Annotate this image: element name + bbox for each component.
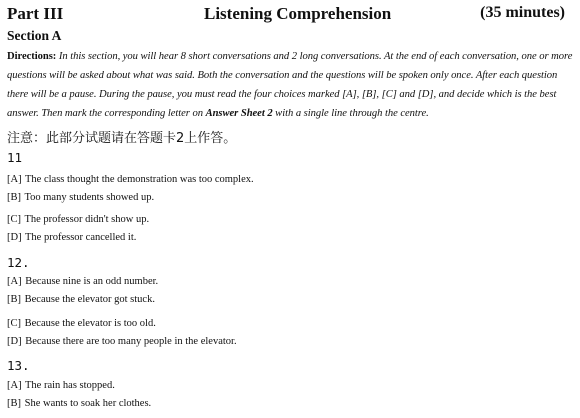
choice-item[interactable]	[7, 192, 154, 203]
section-title: Section A	[7, 28, 62, 43]
directions-marks: [A], [B], [C] and [D]	[342, 89, 434, 100]
choice-text: The class thought the demonstration was too complex.	[25, 174, 254, 185]
directions-text-1: In this section, you will hear 8 short conversations and 2 long conversations. At the end of each conversation, one or more questions will be asked about what was said. Both the conversation and the questions will be spoken only once. After each question there will be a pause. During the pause, you must read the four choices marked	[7, 51, 573, 100]
choice-text: Because the elevator got stuck.	[24, 294, 155, 305]
choice-letter: [D]	[7, 232, 22, 243]
choice-letter: [D]	[7, 336, 22, 347]
directions-text-3: with a single line through the centre.	[272, 108, 429, 119]
question-number: 13.	[7, 358, 30, 373]
choice-text: The professor didn't show up.	[24, 214, 150, 225]
directions-text-2: , and decide which is the best answer. Then mark the corresponding letter on	[7, 89, 557, 119]
choice-letter: [A]	[7, 380, 22, 391]
choice-text: Too many students showed up.	[24, 192, 155, 203]
choice-letter: [B]	[7, 192, 21, 203]
answer-sheet-label: Answer Sheet 2	[205, 108, 273, 119]
choice-text: The rain has stopped.	[25, 380, 115, 391]
choice-item[interactable]	[7, 214, 149, 225]
choice-text: Because nine is an odd number.	[25, 276, 159, 287]
choice-item[interactable]	[7, 232, 136, 243]
part-label: Part III	[7, 4, 64, 23]
choice-item[interactable]	[7, 398, 151, 409]
page-header	[7, 4, 573, 26]
choice-item[interactable]	[7, 294, 155, 305]
choice-letter: [A]	[7, 174, 22, 185]
choice-item[interactable]	[7, 380, 115, 391]
choice-text: She wants to soak her clothes.	[24, 398, 152, 409]
choice-letter: [B]	[7, 294, 21, 305]
choice-letter: [C]	[7, 214, 21, 225]
directions-paragraph	[7, 47, 573, 123]
choice-letter: [C]	[7, 318, 21, 329]
choice-item[interactable]	[7, 276, 158, 287]
choice-item[interactable]	[7, 336, 237, 347]
chinese-note: 注意：此部分试题请在答题卡2上作答。	[7, 131, 237, 146]
choice-letter: [A]	[7, 276, 22, 287]
page-title: Listening Comprehension	[204, 4, 392, 23]
choice-text: The professor cancelled it.	[25, 232, 137, 243]
question-number: 12.	[7, 255, 30, 270]
directions-label: Directions:	[7, 51, 57, 62]
question-number: 11	[7, 150, 23, 165]
duration-label: (35 minutes)	[480, 4, 565, 21]
choice-letter: [B]	[7, 398, 21, 409]
choice-text: Because the elevator is too old.	[24, 318, 156, 329]
choice-item[interactable]	[7, 318, 156, 329]
choice-item[interactable]	[7, 174, 254, 185]
choice-text: Because there are too many people in the elevator.	[25, 336, 237, 347]
